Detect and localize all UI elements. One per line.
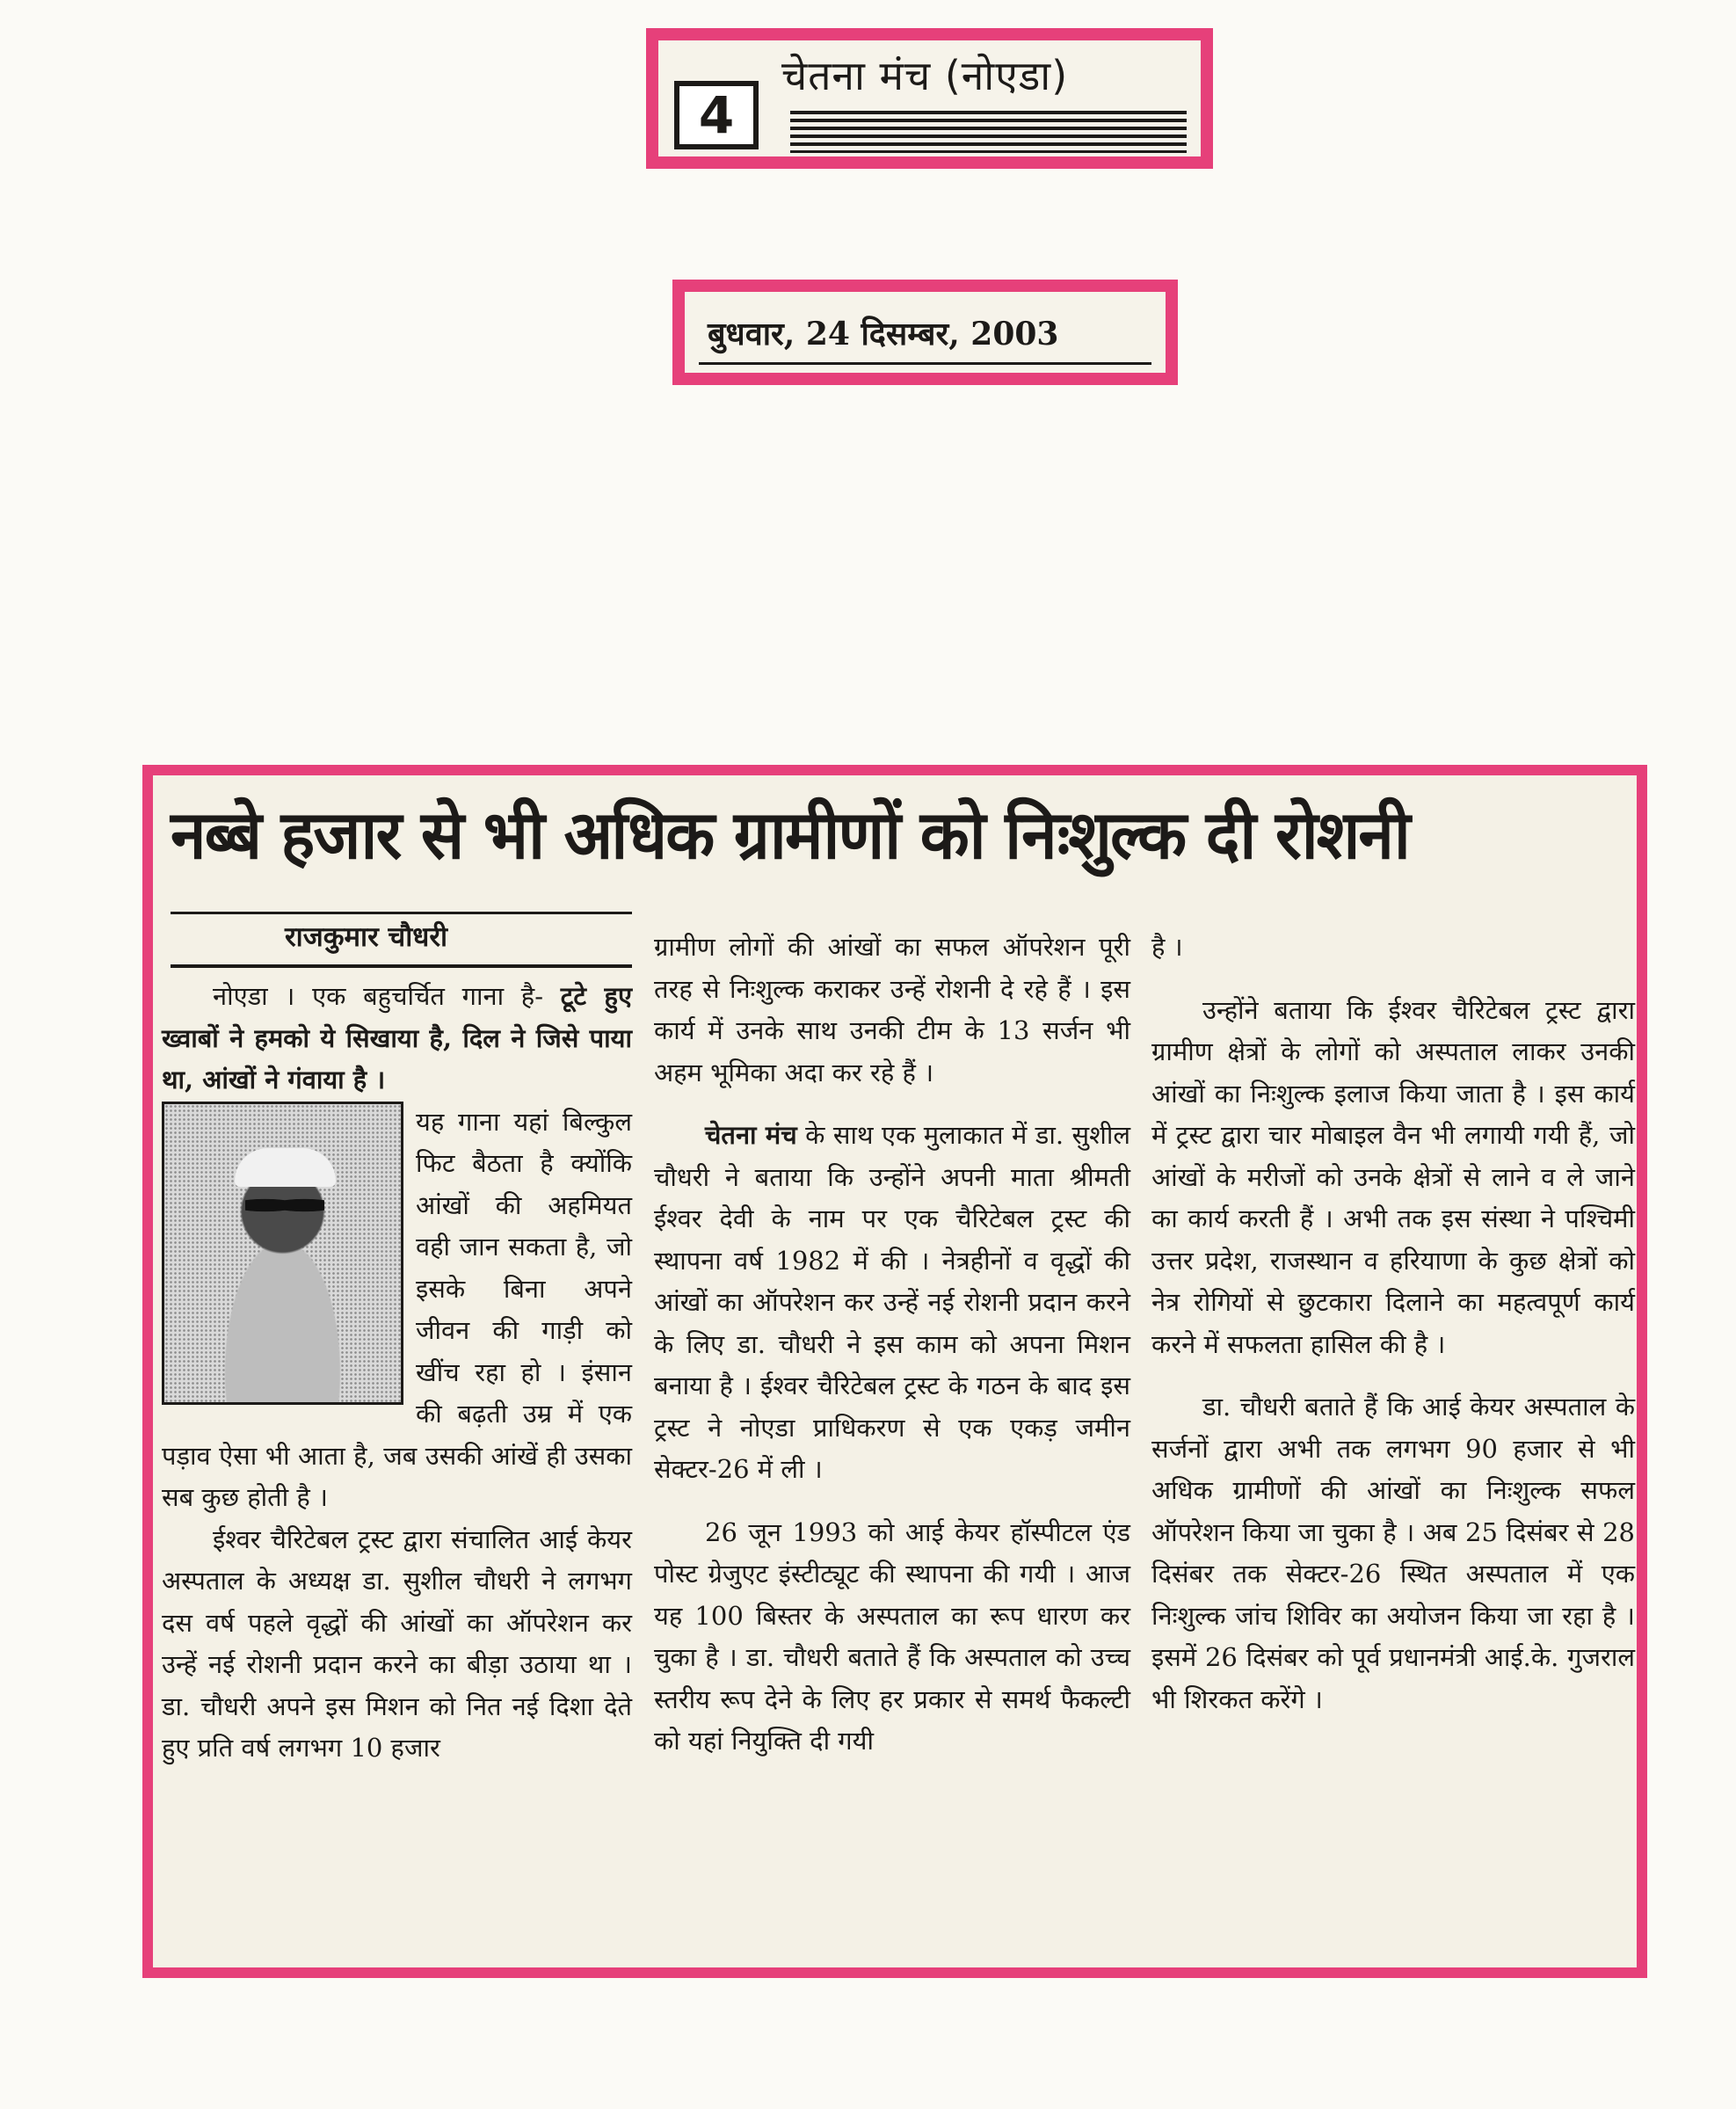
article-column-3 <box>1151 927 1635 1720</box>
paragraph: उन्होंने बताया कि ईश्वर चैरिटेबल ट्रस्ट द्वारा ग्रामीण क्षेत्रों के लोगों को अस्पताल लाकर उनकी आंखों का निःशुल्क इलाज किया जाता है । इस कार्य में ट्रस्ट द्वारा चार मोबाइल वैन भी लगायी गयी हैं, जो आंखों के मरीजों को उनके क्षेत्रों से लाने व ले जाने का कार्य करती हैं । अभी तक इस संस्था ने पश्चिमी उत्तर प्रदेश, राजस्थान व हरियाणा के कुछ क्षेत्रों को नेत्र रोगियों से छुटकारा दिलाने का महत्वपूर्ण कार्य करने में सफलता हासिल की है । <box>1151 994 1635 1359</box>
dateline-lead: नोएडा । एक बहुचर्चित गाना है- <box>213 981 544 1011</box>
photo-glasses <box>245 1194 324 1217</box>
photo-cap <box>235 1148 336 1187</box>
paragraph: 26 जून 1993 को आई केयर हॉस्पीटल एंड पोस्ट ग्रेजुएट इंस्टीट्यूट की स्थापना की गयी । आज यह 100 बिस्तर के अस्पताल का रूप धारण कर चुका है । डा. चौधरी बताते हैं कि अस्पताल को उच्च स्तरीय रूप देने के लिए हर प्रकार से समर्थ फैकल्टी को यहां नियुक्ति दी गयी <box>654 1516 1130 1756</box>
author-photo <box>162 1102 403 1405</box>
article-column-2 <box>654 927 1130 1763</box>
paragraph-text: के साथ एक मुलाकात में डा. सुशील चौधरी ने बताया कि उन्होंने अपनी माता श्रीमती ईश्वर देवी के नाम पर एक चैरिटेबल ट्रस्ट की स्थापना वर्ष 1982 में की । नेत्रहीनों व वृद्धों की आंखों का ऑपरेशन कर उन्हें नई रोशनी प्रदान करने के लिए डा. चौधरी ने इस काम को अपना मिशन बनाया है । ईश्वर चैरिटेबल ट्रस्ट के गठन के बाद इस ट्रस्ट ने नोएडा प्राधिकरण से एक एकड़ जमीन सेक्टर-26 में ली । <box>654 1120 1131 1484</box>
publication-date: बुधवार, 24 दिसम्बर, 2003 <box>708 316 1059 353</box>
byline-rule <box>171 912 632 914</box>
paragraph <box>162 976 632 1102</box>
paragraph <box>654 1115 1130 1491</box>
byline: राजकुमार चौधरी <box>285 921 448 953</box>
paragraph: ईश्वर चैरिटेबल ट्रस्ट द्वारा संचालित आई केयर अस्पताल के अध्यक्ष डा. सुशील चौधरी ने लगभग दस वर्ष पहले वृद्धों की आंखों का ऑपरेशन कर उन्हें नई रोशनी प्रदान करने का बीड़ा उठाया था । डा. चौधरी अपने इस मिशन को नित नई दिशा देते हुए प्रति वर्ष लगभग 10 हजार <box>162 1524 632 1763</box>
byline-rule <box>171 964 632 968</box>
paragraph: ग्रामीण लोगों की आंखों का सफल ऑपरेशन पूरी तरह से निःशुल्क कराकर उन्हें रोशनी दे रहे हैं । इस कार्य में उनके साथ उनकी टीम के 13 सर्जन भी अहम भूमिका अदा कर रहे हैं । <box>654 932 1130 1087</box>
masthead-rules <box>790 111 1187 153</box>
page-number: 4 <box>674 81 759 149</box>
dateline-clipping <box>672 280 1178 385</box>
newspaper-name: चेतना मंच (नोएडा) <box>781 52 1069 99</box>
paragraph: डा. चौधरी बताते हैं कि आई केयर अस्पताल के सर्जनों द्वारा अभी तक लगभग 90 हजार से भी अधिक ग्रामीणों की आंखों का निःशुल्क सफल ऑपरेशन किया जा चुका है । अब 25 दिसंबर से 28 दिसंबर तक सेक्टर-26 स्थित अस्पताल में एक निःशुल्क जांच शिविर का अयोजन किया जा रहा है । इसमें 26 दिसंबर को पूर्व प्रधानमंत्री आई.के. गुजराल भी शिरकत करेंगे । <box>1151 1392 1635 1714</box>
date-underline <box>699 362 1151 365</box>
article-clipping <box>142 765 1647 1978</box>
masthead-clipping <box>646 28 1213 169</box>
newspaper-mention: चेतना मंच <box>705 1120 797 1150</box>
song-quote: टूटे हुए ख्वाबों ने हमको ये सिखाया है, दिल ने जिसे पाया था, आंखों ने गंवाया है । <box>162 981 632 1094</box>
paragraph: यह गाना यहां बिल्कुल फिट बैठता है क्योंकि आंखों की अहमियत वही जान सकता है, जो इसके बिना अपने जीवन की गाड़ी को खींच रहा हो । इंसान की बढ़ती उम्र में एक पड़ाव ऐसा भी आता है, जब उसकी आंखें ही उसका सब कुछ होती है । <box>162 1106 632 1512</box>
article-column-1 <box>162 976 632 1770</box>
article-headline: नब्बे हजार से भी अधिक ग्रामीणों को निःशुल्क दी रोशनी <box>171 796 1409 874</box>
paragraph: है । <box>1151 932 1183 962</box>
